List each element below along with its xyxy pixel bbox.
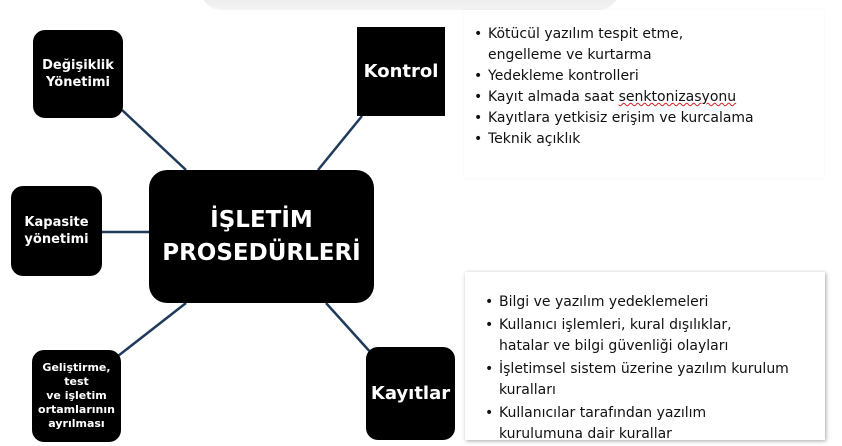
kontrol-item: • Kayıtlara yetkisiz erişim ve kurcalama (474, 108, 816, 129)
node-kontrol (357, 27, 445, 116)
kayitlar-item: • Kullanıcılar tarafından yazılım kurulumuna dair kurallar (485, 403, 817, 445)
kontrol-item: • Kötücül yazılım tespit etme, engelleme ve kurtarma (474, 24, 816, 66)
node-kayitlar-label: Kayıtlar (370, 383, 451, 404)
node-degisiklik-yonetimi (33, 30, 123, 118)
kontrol-item (474, 87, 816, 108)
node-kayitlar (366, 347, 455, 440)
connector-degisiklik (122, 110, 186, 170)
kayitlar-item: • İşletimsel sistem üzerine yazılım kurulum kuralları (485, 359, 817, 401)
center-node-label: İŞLETİM PROSEDÜRLERİ (162, 206, 361, 266)
kontrol-items-box (464, 10, 824, 178)
node-degisiklik-label: Değişiklik Yönetimi (42, 58, 114, 90)
kontrol-item: • Teknik açıklık (474, 129, 816, 150)
kayitlar-item: • Kullanıcı işlemleri, kural dışılıklar, hatalar ve bilgi güvenliği olayları (485, 315, 817, 357)
kontrol-list (474, 24, 816, 150)
kontrol-item-text: Kayıt almada saat (488, 89, 619, 105)
kayitlar-item: • Bilgi ve yazılım yedeklemeleri (485, 292, 817, 313)
node-kontrol-label: Kontrol (363, 61, 439, 82)
spellcheck-flagged-word: senktonizasyonu (618, 89, 737, 105)
connector-gelistirme (118, 303, 186, 356)
node-gelistirme-label: Geliştirme, test ve işletim ortamlarının ayrılması (38, 361, 115, 430)
connector-kontrol (318, 116, 362, 170)
node-gelistirme-test (32, 350, 121, 442)
node-kapasite-yonetimi (11, 186, 102, 276)
kayitlar-list (485, 292, 817, 445)
kontrol-item: • Yedekleme kontrolleri (474, 66, 816, 87)
center-node (149, 170, 374, 303)
connector-kayitlar (326, 303, 372, 354)
node-kapasite-label: Kapasite yönetimi (24, 215, 89, 247)
kayitlar-items-box (465, 272, 825, 440)
